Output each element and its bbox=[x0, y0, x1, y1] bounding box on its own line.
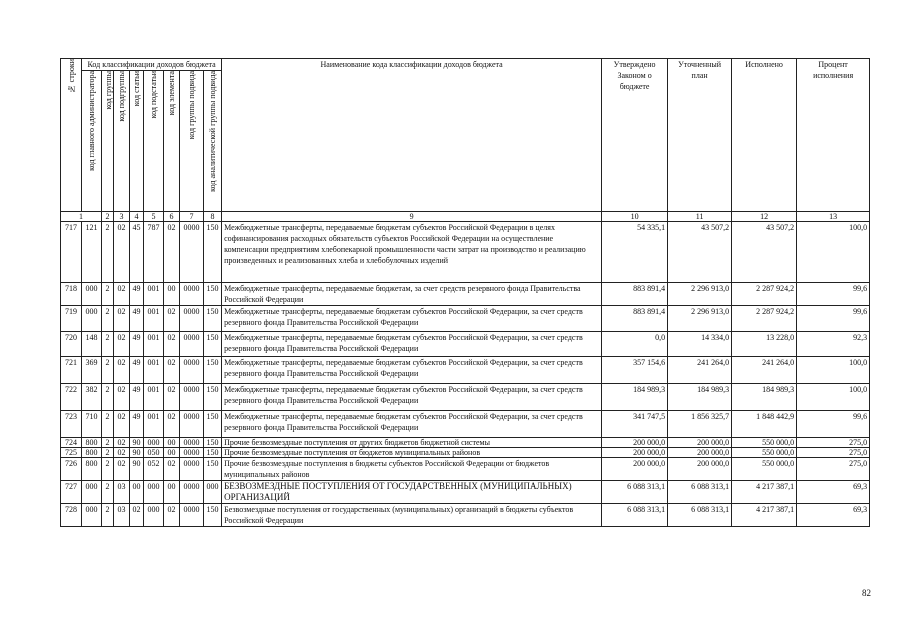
cell-article: 49 bbox=[130, 411, 144, 438]
column-number: 1 bbox=[61, 212, 102, 222]
cell-analytic-group: 150 bbox=[204, 448, 222, 458]
cell-subarticle: 001 bbox=[144, 306, 164, 332]
cell-subarticle: 001 bbox=[144, 384, 164, 411]
cell-no: 726 bbox=[61, 458, 82, 481]
cell-subtype-group: 0000 bbox=[180, 481, 204, 504]
cell-group: 2 bbox=[102, 306, 114, 332]
cell-analytic-group: 150 bbox=[204, 332, 222, 357]
cell-article: 49 bbox=[130, 332, 144, 357]
table-row bbox=[61, 306, 870, 332]
cell-subtype-group: 0000 bbox=[180, 306, 204, 332]
cell-subtype-group: 0000 bbox=[180, 332, 204, 357]
cell-percent: 99,6 bbox=[797, 411, 870, 438]
cell-group: 2 bbox=[102, 357, 114, 384]
cell-executed: 1 848 442,9 bbox=[732, 411, 797, 438]
column-number: 11 bbox=[668, 212, 732, 222]
cell-article: 45 bbox=[130, 222, 144, 283]
cell-admin: 000 bbox=[82, 481, 102, 504]
cell-analytic-group: 150 bbox=[204, 283, 222, 306]
cell-name: Межбюджетные трансферты, передаваемые бюджетам субъектов Российской Федерации, за счет средств резервного фонда Правительства Российской Федерации bbox=[222, 411, 602, 438]
cell-subgroup: 02 bbox=[114, 283, 130, 306]
column-numbers-row bbox=[61, 212, 870, 222]
cell-plan: 43 507,2 bbox=[668, 222, 732, 283]
cell-name: Межбюджетные трансферты, передаваемые бюджетам субъектов Российской Федерации в целях софинансирования расходных обязательств субъектов Российской Федерации на осуществление компенсации предприятиям хлебопекарной промышленности части затрат на производство и реализацию произведенных и реализованных хлеба и хлебобулочных изделий bbox=[222, 222, 602, 283]
cell-element: 02 bbox=[164, 306, 180, 332]
cell-article: 49 bbox=[130, 384, 144, 411]
cell-subarticle: 000 bbox=[144, 481, 164, 504]
cell-element: 02 bbox=[164, 384, 180, 411]
cell-plan: 6 088 313,1 bbox=[668, 481, 732, 504]
cell-subgroup: 02 bbox=[114, 411, 130, 438]
table-row bbox=[61, 504, 870, 527]
cell-subarticle: 050 bbox=[144, 448, 164, 458]
cell-subarticle: 000 bbox=[144, 504, 164, 527]
cell-no: 720 bbox=[61, 332, 82, 357]
cell-subgroup: 02 bbox=[114, 222, 130, 283]
cell-analytic-group: 150 bbox=[204, 222, 222, 283]
cell-group: 2 bbox=[102, 458, 114, 481]
cell-admin: 710 bbox=[82, 411, 102, 438]
cell-percent: 275,0 bbox=[797, 448, 870, 458]
cell-group: 2 bbox=[102, 448, 114, 458]
header-element-code: код элемента bbox=[164, 71, 180, 212]
table-row bbox=[61, 448, 870, 458]
cell-analytic-group: 150 bbox=[204, 306, 222, 332]
cell-name: Межбюджетные трансферты, передаваемые бюджетам субъектов Российской Федерации, за счет средств резервного фонда Правительства Российской Федерации bbox=[222, 384, 602, 411]
cell-analytic-group: 150 bbox=[204, 384, 222, 411]
cell-percent: 92,3 bbox=[797, 332, 870, 357]
cell-analytic-group: 150 bbox=[204, 504, 222, 527]
cell-no: 725 bbox=[61, 448, 82, 458]
cell-analytic-group: 150 bbox=[204, 438, 222, 448]
cell-plan: 2 296 913,0 bbox=[668, 283, 732, 306]
column-number: 3 bbox=[114, 212, 130, 222]
cell-approved: 184 989,3 bbox=[602, 384, 668, 411]
cell-name: Межбюджетные трансферты, передаваемые бюджетам субъектов Российской Федерации, за счет средств резервного фонда Правительства Российской Федерации bbox=[222, 306, 602, 332]
cell-admin: 382 bbox=[82, 384, 102, 411]
cell-element: 00 bbox=[164, 481, 180, 504]
column-number: 6 bbox=[164, 212, 180, 222]
cell-article: 49 bbox=[130, 357, 144, 384]
cell-percent: 69,3 bbox=[797, 504, 870, 527]
cell-executed: 4 217 387,1 bbox=[732, 481, 797, 504]
header-row-number: № строки bbox=[61, 59, 82, 212]
table-row bbox=[61, 411, 870, 438]
cell-no: 722 bbox=[61, 384, 82, 411]
cell-subtype-group: 0000 bbox=[180, 384, 204, 411]
cell-plan: 1 856 325,7 bbox=[668, 411, 732, 438]
cell-percent: 100,0 bbox=[797, 222, 870, 283]
cell-executed: 550 000,0 bbox=[732, 438, 797, 448]
cell-approved: 6 088 313,1 bbox=[602, 481, 668, 504]
cell-analytic-group: 150 bbox=[204, 458, 222, 481]
cell-approved: 200 000,0 bbox=[602, 458, 668, 481]
cell-admin: 000 bbox=[82, 504, 102, 527]
cell-element: 02 bbox=[164, 332, 180, 357]
cell-subarticle: 001 bbox=[144, 283, 164, 306]
cell-name: Безвозмездные поступления от государственных (муниципальных) организаций в бюджеты субъектов Российской Федерации bbox=[222, 504, 602, 527]
cell-article: 90 bbox=[130, 448, 144, 458]
cell-plan: 184 989,3 bbox=[668, 384, 732, 411]
cell-element: 02 bbox=[164, 222, 180, 283]
table-row bbox=[61, 332, 870, 357]
cell-subtype-group: 0000 bbox=[180, 222, 204, 283]
cell-subarticle: 000 bbox=[144, 438, 164, 448]
cell-element: 00 bbox=[164, 283, 180, 306]
cell-name: Прочие безвозмездные поступления от бюджетов муниципальных районов bbox=[222, 448, 602, 458]
cell-executed: 550 000,0 bbox=[732, 458, 797, 481]
cell-name: Межбюджетные трансферты, передаваемые бюджетам, за счет средств резервного фонда Правительства Российской Федерации bbox=[222, 283, 602, 306]
header-group-code: код группы bbox=[102, 71, 114, 212]
cell-element: 00 bbox=[164, 448, 180, 458]
cell-executed: 2 287 924,2 bbox=[732, 283, 797, 306]
cell-subgroup: 02 bbox=[114, 448, 130, 458]
cell-subtype-group: 0000 bbox=[180, 448, 204, 458]
cell-no: 719 bbox=[61, 306, 82, 332]
cell-approved: 341 747,5 bbox=[602, 411, 668, 438]
cell-article: 00 bbox=[130, 481, 144, 504]
cell-percent: 99,6 bbox=[797, 283, 870, 306]
cell-subtype-group: 0000 bbox=[180, 283, 204, 306]
column-number: 8 bbox=[204, 212, 222, 222]
header-subgroup-code: код подгруппы bbox=[114, 71, 130, 212]
page-number: 82 bbox=[862, 588, 871, 598]
cell-executed: 184 989,3 bbox=[732, 384, 797, 411]
cell-admin: 369 bbox=[82, 357, 102, 384]
cell-subgroup: 03 bbox=[114, 504, 130, 527]
cell-subarticle: 001 bbox=[144, 332, 164, 357]
cell-plan: 241 264,0 bbox=[668, 357, 732, 384]
cell-article: 90 bbox=[130, 438, 144, 448]
cell-executed: 2 287 924,2 bbox=[732, 306, 797, 332]
table-row bbox=[61, 458, 870, 481]
cell-group: 2 bbox=[102, 411, 114, 438]
header-name: Наименование кода классификации доходов бюджета bbox=[222, 59, 602, 212]
cell-group: 2 bbox=[102, 384, 114, 411]
cell-no: 728 bbox=[61, 504, 82, 527]
cell-subtype-group: 0000 bbox=[180, 504, 204, 527]
header-subarticle-code: код подстатьи bbox=[144, 71, 164, 212]
cell-group: 2 bbox=[102, 504, 114, 527]
cell-approved: 883 891,4 bbox=[602, 306, 668, 332]
cell-approved: 200 000,0 bbox=[602, 448, 668, 458]
cell-name: Прочие безвозмездные поступления в бюджеты субъектов Российской Федерации от бюджетов муниципальных районов bbox=[222, 458, 602, 481]
cell-admin: 121 bbox=[82, 222, 102, 283]
cell-admin: 800 bbox=[82, 448, 102, 458]
column-number: 2 bbox=[102, 212, 114, 222]
cell-subgroup: 03 bbox=[114, 481, 130, 504]
column-number: 4 bbox=[130, 212, 144, 222]
cell-element: 02 bbox=[164, 504, 180, 527]
cell-subarticle: 787 bbox=[144, 222, 164, 283]
column-number: 10 bbox=[602, 212, 668, 222]
cell-element: 00 bbox=[164, 438, 180, 448]
table-row bbox=[61, 283, 870, 306]
header-plan: Уточненный план bbox=[668, 59, 732, 212]
cell-subgroup: 02 bbox=[114, 384, 130, 411]
cell-element: 02 bbox=[164, 357, 180, 384]
cell-approved: 883 891,4 bbox=[602, 283, 668, 306]
cell-analytic-group: 150 bbox=[204, 411, 222, 438]
cell-subtype-group: 0000 bbox=[180, 411, 204, 438]
cell-admin: 148 bbox=[82, 332, 102, 357]
cell-subarticle: 001 bbox=[144, 411, 164, 438]
cell-plan: 2 296 913,0 bbox=[668, 306, 732, 332]
cell-admin: 000 bbox=[82, 306, 102, 332]
column-number: 13 bbox=[797, 212, 870, 222]
cell-percent: 100,0 bbox=[797, 357, 870, 384]
cell-subarticle: 052 bbox=[144, 458, 164, 481]
cell-approved: 200 000,0 bbox=[602, 438, 668, 448]
cell-no: 724 bbox=[61, 438, 82, 448]
cell-approved: 54 335,1 bbox=[602, 222, 668, 283]
cell-percent: 99,6 bbox=[797, 306, 870, 332]
cell-name: Прочие безвозмездные поступления от других бюджетов бюджетной системы bbox=[222, 438, 602, 448]
column-number: 7 bbox=[180, 212, 204, 222]
cell-executed: 550 000,0 bbox=[732, 448, 797, 458]
table-row bbox=[61, 357, 870, 384]
cell-percent: 69,3 bbox=[797, 481, 870, 504]
cell-group: 2 bbox=[102, 438, 114, 448]
cell-no: 718 bbox=[61, 283, 82, 306]
cell-executed: 43 507,2 bbox=[732, 222, 797, 283]
cell-article: 90 bbox=[130, 458, 144, 481]
cell-group: 2 bbox=[102, 283, 114, 306]
header-analytic-group-code: код аналитической группы подвида bbox=[204, 71, 222, 212]
cell-article: 49 bbox=[130, 306, 144, 332]
cell-element: 02 bbox=[164, 411, 180, 438]
cell-subgroup: 02 bbox=[114, 332, 130, 357]
column-number: 9 bbox=[222, 212, 602, 222]
cell-subtype-group: 0000 bbox=[180, 458, 204, 481]
cell-executed: 4 217 387,1 bbox=[732, 504, 797, 527]
cell-group: 2 bbox=[102, 481, 114, 504]
column-number: 12 bbox=[732, 212, 797, 222]
table-row bbox=[61, 481, 870, 504]
column-number: 5 bbox=[144, 212, 164, 222]
cell-analytic-group: 000 bbox=[204, 481, 222, 504]
cell-subarticle: 001 bbox=[144, 357, 164, 384]
cell-article: 02 bbox=[130, 504, 144, 527]
header-approved: Утверждено Законом о бюджете bbox=[602, 59, 668, 212]
cell-subgroup: 02 bbox=[114, 438, 130, 448]
cell-plan: 200 000,0 bbox=[668, 448, 732, 458]
cell-admin: 000 bbox=[82, 283, 102, 306]
cell-executed: 241 264,0 bbox=[732, 357, 797, 384]
header-classification-group: Код классификации доходов бюджета bbox=[82, 59, 222, 71]
cell-name: Межбюджетные трансферты, передаваемые бюджетам субъектов Российской Федерации, за счет средств резервного фонда Правительства Российской Федерации bbox=[222, 357, 602, 384]
cell-element: 02 bbox=[164, 458, 180, 481]
header-executed: Исполнено bbox=[732, 59, 797, 212]
cell-percent: 275,0 bbox=[797, 458, 870, 481]
cell-plan: 6 088 313,1 bbox=[668, 504, 732, 527]
cell-group: 2 bbox=[102, 222, 114, 283]
cell-article: 49 bbox=[130, 283, 144, 306]
cell-no: 721 bbox=[61, 357, 82, 384]
cell-subgroup: 02 bbox=[114, 458, 130, 481]
cell-approved: 0,0 bbox=[602, 332, 668, 357]
cell-percent: 100,0 bbox=[797, 384, 870, 411]
cell-approved: 357 154,6 bbox=[602, 357, 668, 384]
cell-subtype-group: 0000 bbox=[180, 438, 204, 448]
cell-no: 723 bbox=[61, 411, 82, 438]
budget-revenue-table bbox=[60, 58, 870, 527]
cell-group: 2 bbox=[102, 332, 114, 357]
cell-executed: 13 228,0 bbox=[732, 332, 797, 357]
header-admin-code: код главного администратора bbox=[82, 71, 102, 212]
cell-subgroup: 02 bbox=[114, 306, 130, 332]
cell-subtype-group: 0000 bbox=[180, 357, 204, 384]
cell-plan: 14 334,0 bbox=[668, 332, 732, 357]
cell-admin: 800 bbox=[82, 458, 102, 481]
cell-plan: 200 000,0 bbox=[668, 458, 732, 481]
header-article-code: код статьи bbox=[130, 71, 144, 212]
cell-plan: 200 000,0 bbox=[668, 438, 732, 448]
table-row bbox=[61, 222, 870, 283]
cell-analytic-group: 150 bbox=[204, 357, 222, 384]
cell-admin: 800 bbox=[82, 438, 102, 448]
cell-approved: 6 088 313,1 bbox=[602, 504, 668, 527]
header-subtype-group-code: код группы подвида bbox=[180, 71, 204, 212]
cell-percent: 275,0 bbox=[797, 438, 870, 448]
cell-name: Межбюджетные трансферты, передаваемые бюджетам субъектов Российской Федерации, за счет средств резервного фонда Правительства Российской Федерации bbox=[222, 332, 602, 357]
header-percent: Процент исполнения bbox=[797, 59, 870, 212]
table-row bbox=[61, 438, 870, 448]
table-row bbox=[61, 384, 870, 411]
cell-subgroup: 02 bbox=[114, 357, 130, 384]
cell-no: 717 bbox=[61, 222, 82, 283]
cell-name: БЕЗВОЗМЕЗДНЫЕ ПОСТУПЛЕНИЯ ОТ ГОСУДАРСТВЕННЫХ (МУНИЦИПАЛЬНЫХ) ОРГАНИЗАЦИЙ bbox=[222, 481, 602, 504]
cell-no: 727 bbox=[61, 481, 82, 504]
